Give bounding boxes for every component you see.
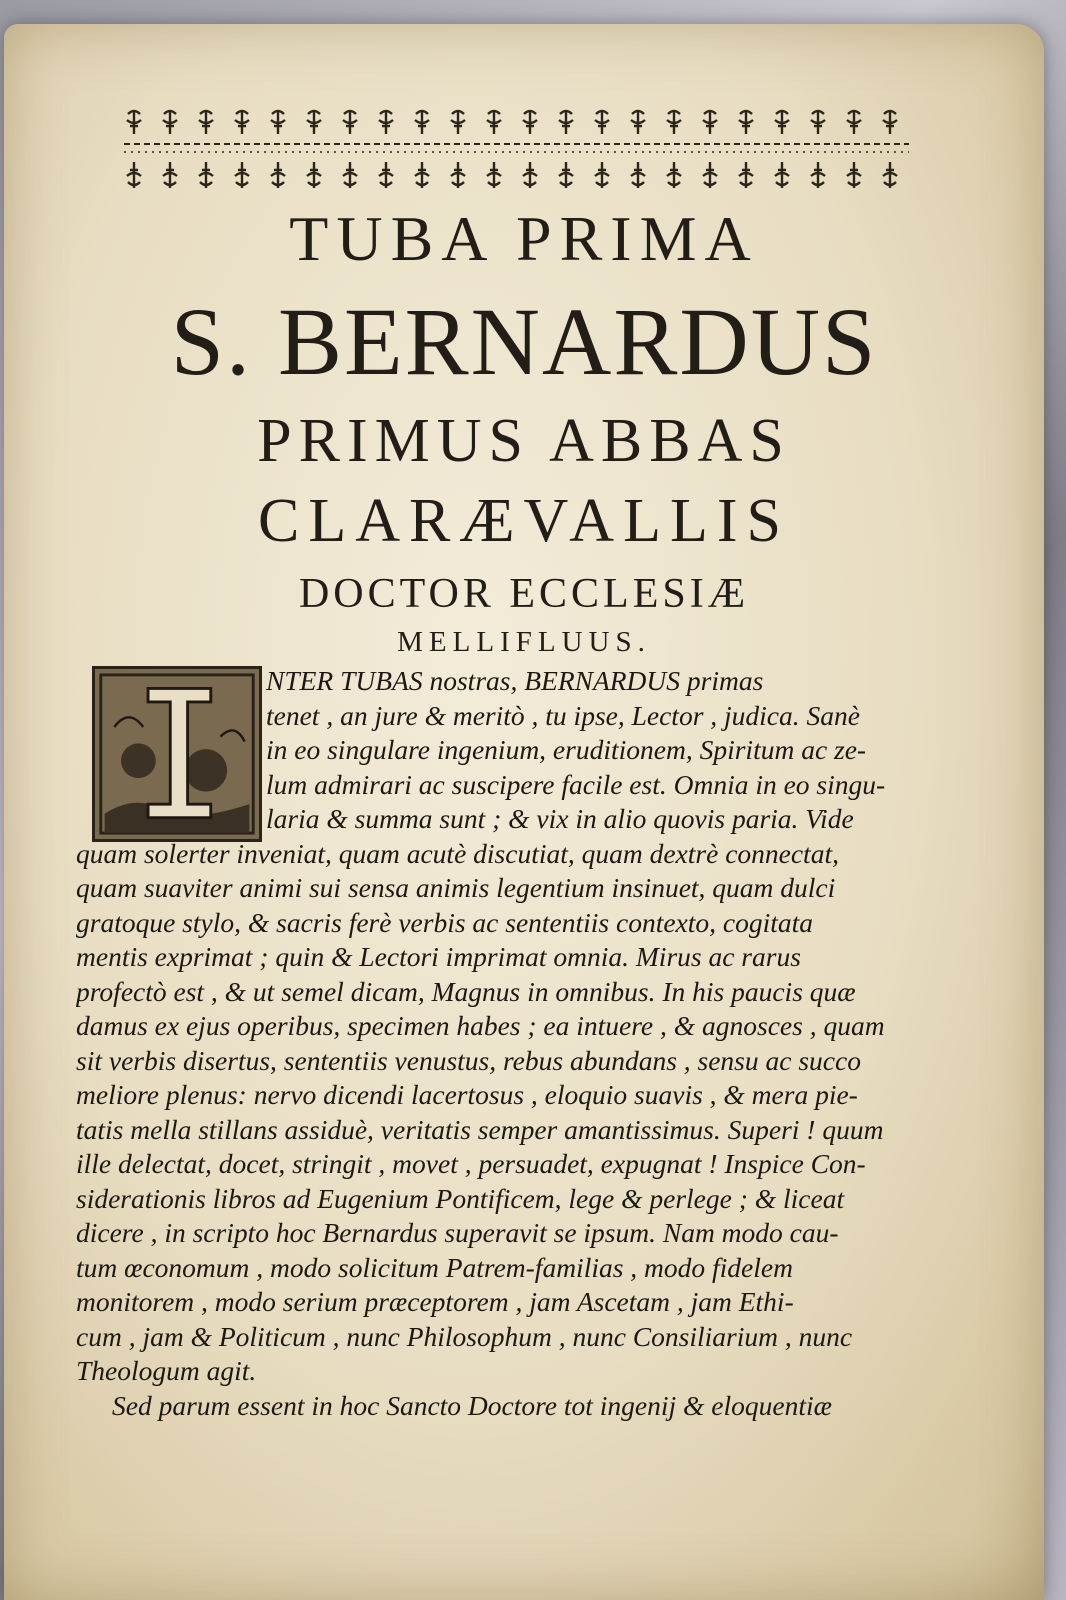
title-bernardus: S. BERNARDUS xyxy=(170,288,878,395)
title-claraevallis: CLARÆVALLIS xyxy=(258,487,790,555)
ornament-row-bottom xyxy=(127,162,897,188)
text-line-last: Sed parum essent in hoc Sancto Doctore tot ingenij & eloquentiæ xyxy=(112,1389,832,1421)
text-line: monitorem , modo serium præceptorem , jam Ascetam , jam Ethi- xyxy=(76,1286,794,1317)
text-line: sit verbis disertus, sententiis venustus, rebus abundans , sensu ac succo xyxy=(76,1044,861,1076)
text-line: tum œconomum , modo solicitum Patrem-familias , modo fidelem xyxy=(76,1251,793,1283)
title-tuba-prima: TUBA PRIMA xyxy=(289,203,759,274)
body-paragraphs xyxy=(76,664,966,1423)
text-line: dicere , in scripto hoc Bernardus superavit se ipsum. Nam modo cau- xyxy=(76,1217,839,1248)
text-line: tatis mella stillans assiduè, veritatis semper amantissimus. Superi ! quum xyxy=(76,1113,884,1145)
text-line: in eo singulare ingenium, eruditionem, Spiritum ac ze- xyxy=(266,734,867,765)
title-mellifluus: MELLIFLUUS. xyxy=(397,626,651,658)
decorative-border-ornament xyxy=(119,102,919,194)
text-line: cum , jam & Politicum , nunc Philosophum , nunc Consiliarium , nunc xyxy=(76,1320,853,1352)
text-line: tenet , an jure & meritò , tu ipse, Lector , judica. Sanè xyxy=(266,699,860,731)
text-line: ille delectat, docet, stringit , movet , persuadet, expugnat ! Inspice Con- xyxy=(76,1148,866,1179)
text-line: gratoque stylo, & sacris ferè verbis ac sententiis contexto, cogitata xyxy=(76,906,814,938)
text-line: damus ex ejus operibus, specimen habes ; ea intuere , & agnosces , quam xyxy=(76,1010,885,1041)
text-line: meliore plenus: nervo dicendi lacertosus , eloquio suavis , & mera pie- xyxy=(76,1079,858,1110)
text-line: laria & summa sunt ; & vix in alio quovis paria. Vide xyxy=(266,803,854,834)
text-line: mentis exprimat ; quin & Lectori imprimat omnia. Mirus ac rarus xyxy=(76,941,801,972)
text-line: profectò est , & ut semel dicam, Magnus in omnibus. In his paucis quæ xyxy=(76,975,856,1007)
ornament-row-top xyxy=(127,110,897,134)
text-line: siderationis libros ad Eugenium Pontificem, lege & perlege ; & liceat xyxy=(76,1182,845,1214)
title-doctor-ecclesiae: DOCTOR ECCLESIÆ xyxy=(298,571,750,617)
text-line: lum admirari ac suscipere facile est. Omnia in eo singu- xyxy=(266,768,886,800)
text-line: quam suaviter animi sui sensa animis legentium insinuet, quam dulci xyxy=(76,872,836,903)
text-line: NTER TUBAS nostras, BERNARDUS primas xyxy=(266,665,764,696)
title-primus-abbas: PRIMUS ABBAS xyxy=(257,407,791,475)
book-page xyxy=(4,24,1044,1600)
text-line: Theologum agit. xyxy=(76,1355,257,1386)
text-line: quam solerter inveniat, quam acutè discutiat, quam dextrè connectat, xyxy=(76,837,839,869)
